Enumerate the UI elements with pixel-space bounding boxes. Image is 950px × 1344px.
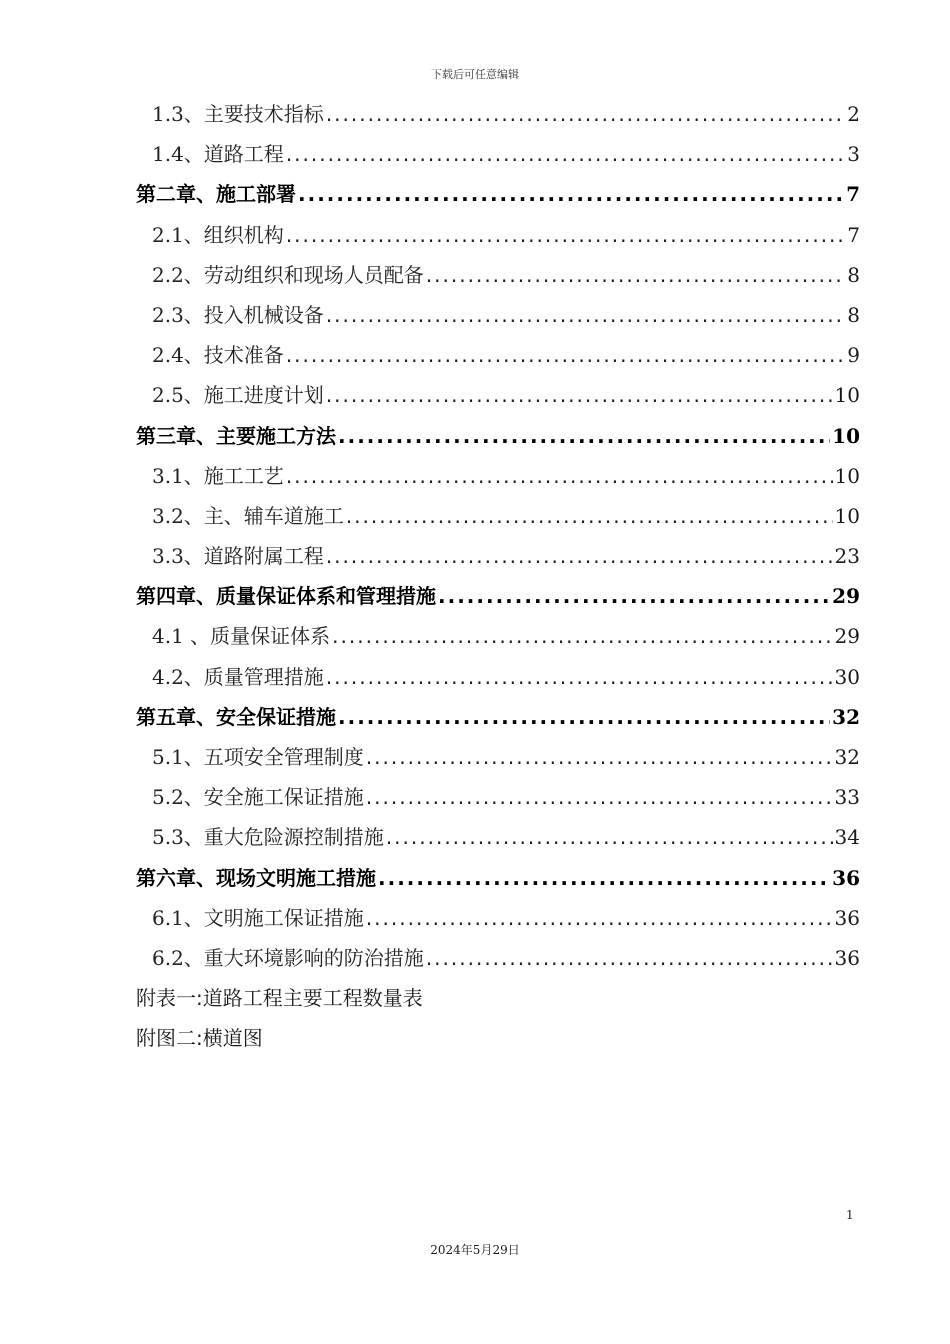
toc-section-entry[interactable] — [136, 777, 860, 817]
toc-entry-label: 4.1 、质量保证体系 — [152, 624, 331, 649]
toc-chapter-entry[interactable] — [136, 858, 860, 898]
dot-leader — [326, 375, 833, 415]
toc-entry-label: 6.2、重大环境影响的防治措施 — [152, 945, 424, 970]
toc-entry-label: 3.3、道路附属工程 — [152, 544, 324, 569]
toc-entry-page-number: 32 — [834, 745, 860, 769]
toc-entry-page-number: 10 — [834, 383, 860, 408]
toc-section-entry[interactable] — [136, 817, 860, 857]
toc-section-entry[interactable] — [136, 616, 860, 656]
toc-entry-page-number: 36 — [834, 905, 860, 930]
toc-entry-page-number: 23 — [834, 544, 860, 569]
dot-leader — [332, 616, 832, 656]
dot-leader — [366, 777, 833, 817]
toc-section-entry[interactable] — [136, 737, 860, 777]
dot-leader — [286, 215, 845, 255]
dot-leader — [426, 938, 833, 978]
toc-section-entry[interactable] — [136, 335, 860, 375]
toc-section-entry[interactable] — [136, 938, 860, 978]
dot-leader — [286, 134, 845, 174]
dot-leader — [326, 657, 833, 697]
toc-entry-label: 2.5、施工进度计划 — [152, 383, 324, 408]
toc-entry-page-number: 32 — [832, 704, 860, 729]
toc-entry-page-number: 29 — [832, 584, 860, 609]
toc-entry-label: 第二章、施工部署 — [136, 182, 296, 207]
appendix-entry[interactable]: 附表一:道路工程主要工程数量表 — [136, 986, 423, 1011]
dot-leader — [366, 898, 833, 938]
dot-leader — [326, 536, 833, 576]
toc-entry-page-number: 10 — [832, 423, 860, 448]
toc-section-entry[interactable] — [136, 295, 860, 335]
toc-entry-page-number: 7 — [846, 182, 860, 207]
toc-entry-page-number: 34 — [834, 825, 860, 850]
toc-entry-page-number: 29 — [834, 624, 860, 649]
dot-leader — [378, 858, 830, 898]
toc-entry-page-number: 3 — [847, 142, 860, 167]
dot-leader — [326, 94, 845, 134]
toc-entry-label: 1.4、道路工程 — [152, 142, 284, 167]
toc-section-entry[interactable] — [136, 456, 860, 496]
toc-section-entry[interactable] — [136, 536, 860, 576]
toc-entry-label: 第五章、安全保证措施 — [136, 704, 336, 729]
toc-entry-label: 第四章、质量保证体系和管理措施 — [136, 584, 436, 609]
toc-section-entry[interactable] — [136, 134, 860, 174]
toc-chapter-entry[interactable] — [136, 416, 860, 456]
toc-entry-page-number: 7 — [847, 222, 860, 247]
toc-chapter-entry[interactable] — [136, 576, 860, 616]
toc-entry-label: 第三章、主要施工方法 — [136, 423, 336, 448]
toc-entry-label: 3.1、施工工艺 — [152, 463, 284, 488]
toc-entry-page-number: 30 — [834, 664, 860, 689]
toc-section-entry[interactable] — [136, 496, 860, 536]
toc-entry-label: 4.2、质量管理措施 — [152, 664, 324, 689]
header-note: 下载后可任意编辑 — [431, 68, 519, 81]
toc-section-entry[interactable] — [136, 215, 860, 255]
toc-entry-label: 1.3、主要技术指标 — [152, 102, 324, 126]
toc-section-entry[interactable] — [136, 657, 860, 697]
toc-entry-label: 2.3、投入机械设备 — [152, 302, 324, 327]
toc-entry-label: 2.1、组织机构 — [152, 222, 284, 247]
toc-section-entry[interactable] — [136, 898, 860, 938]
dot-leader — [286, 456, 833, 496]
toc-entry-label: 第六章、现场文明施工措施 — [136, 865, 376, 890]
dot-leader — [286, 335, 845, 375]
toc-entry-page-number: 33 — [834, 785, 860, 810]
dot-leader — [426, 255, 845, 295]
toc-entry-label: 2.4、技术准备 — [152, 343, 284, 368]
toc-chapter-entry[interactable] — [136, 174, 860, 214]
toc-entry-label: 3.2、主、辅车道施工 — [152, 503, 344, 528]
toc-entry-page-number: 9 — [847, 343, 860, 368]
toc-entry-page-number: 10 — [834, 503, 860, 528]
toc-entry-label: 2.2、劳动组织和现场人员配备 — [152, 262, 424, 287]
toc-entry-page-number: 8 — [847, 302, 860, 327]
toc-entry-label: 6.1、文明施工保证措施 — [152, 905, 364, 930]
toc-section-entry[interactable] — [136, 255, 860, 295]
dot-leader — [338, 416, 830, 456]
table-of-contents — [136, 94, 860, 1059]
toc-entry-page-number: 36 — [832, 865, 860, 890]
dot-leader — [346, 496, 833, 536]
toc-section-entry[interactable] — [136, 94, 860, 134]
toc-entry-label: 5.1、五项安全管理制度 — [152, 745, 364, 769]
page-number: 1 — [846, 1208, 854, 1222]
toc-chapter-entry[interactable] — [136, 697, 860, 737]
footer-date: 2024年5月29日 — [430, 1243, 520, 1257]
appendix-entry[interactable]: 附图二:横道图 — [136, 1026, 263, 1051]
dot-leader — [326, 295, 845, 335]
toc-entry-page-number: 10 — [834, 463, 860, 488]
toc-section-entry[interactable] — [136, 375, 860, 415]
dot-leader — [438, 576, 830, 616]
dot-leader — [386, 817, 833, 857]
toc-entry-page-number: 8 — [847, 262, 860, 287]
dot-leader — [338, 697, 830, 737]
toc-entry-page-number: 36 — [834, 945, 860, 970]
dot-leader — [298, 174, 844, 214]
toc-entry-label: 5.2、安全施工保证措施 — [152, 785, 364, 810]
dot-leader — [366, 737, 833, 777]
toc-entry-label: 5.3、重大危险源控制措施 — [152, 825, 384, 850]
toc-entry-page-number: 2 — [847, 102, 860, 126]
